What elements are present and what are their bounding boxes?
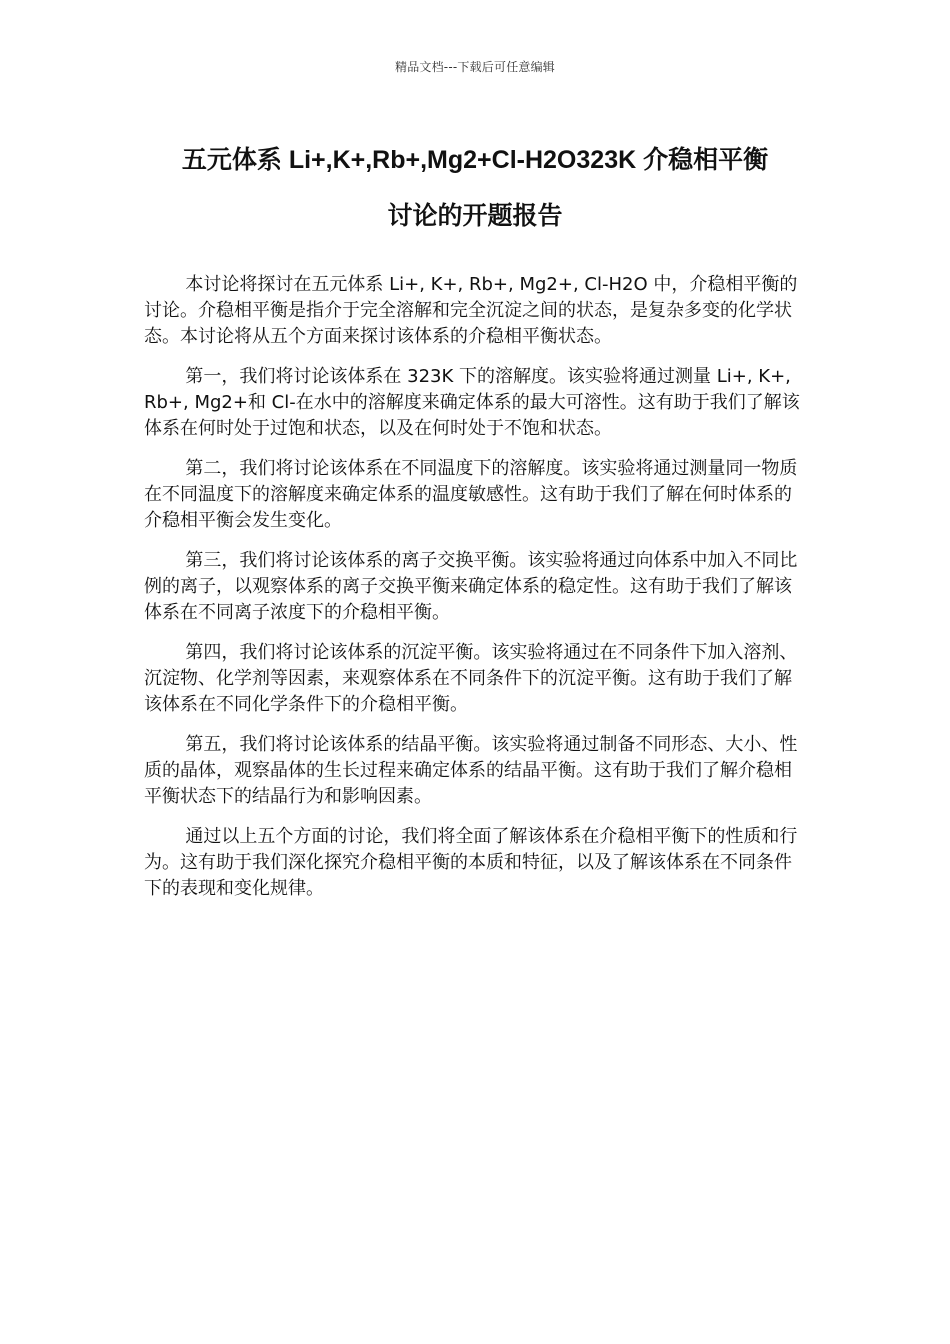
paragraph-fifth: 第五，我们将讨论该体系的结晶平衡。该实验将通过制备不同形态、大小、性质的晶体，观察晶体的生长过程来确定体系的结晶平衡。这有助于我们了解介稳相平衡状态下的结晶行为和影响因素。 — [144, 734, 798, 807]
paragraph-fourth: 第四，我们将讨论该体系的沉淀平衡。该实验将通过在不同条件下加入溶剂、沉淀物、化学剂等因素，来观察体系在不同条件下的沉淀平衡。这有助于我们了解该体系在不同化学条件下的介稳相平衡。 — [144, 642, 798, 715]
paragraph-intro: 本讨论将探讨在五元体系 Li+, K+, Rb+, Mg2+, Cl-H2O 中，介稳相平衡的讨论。介稳相平衡是指介于完全溶解和完全沉淀之间的状态，是复杂多变的化学状态。本讨论将从五个方面来探讨该体系的介稳相平衡状态。 — [144, 274, 798, 347]
paragraph-conclusion: 通过以上五个方面的讨论，我们将全面了解该体系在介稳相平衡下的性质和行为。这有助于我们深化探究介稳相平衡的本质和特征，以及了解该体系在不同条件下的表现和变化规律。 — [144, 826, 798, 899]
paragraph-third: 第三，我们将讨论该体系的离子交换平衡。该实验将通过向体系中加入不同比例的离子，以观察体系的离子交换平衡来确定体系的稳定性。这有助于我们了解该体系在不同离子浓度下的介稳相平衡。 — [144, 550, 798, 623]
header-note: 精品文档---下载后可任意编辑 — [395, 60, 555, 74]
document-body — [144, 272, 808, 916]
document-title-line-1: 五元体系 Li+,K+,Rb+,Mg2+Cl-H2O323K 介稳相平衡 — [181, 146, 769, 174]
paragraph-first: 第一，我们将讨论该体系在 323K 下的溶解度。该实验将通过测量 Li+, K+, Rb+, Mg2+和 Cl-在水中的溶解度来确定体系的最大可溶性。这有助于我们了解该体系在何时处于过饱和状态，以及在何时处于不饱和状态。 — [144, 366, 800, 439]
paragraph-second: 第二，我们将讨论该体系在不同温度下的溶解度。该实验将通过测量同一物质在不同温度下的溶解度来确定体系的温度敏感性。这有助于我们了解在何时体系的介稳相平衡会发生变化。 — [144, 458, 798, 531]
document-title-line-2: 讨论的开题报告 — [387, 202, 563, 230]
